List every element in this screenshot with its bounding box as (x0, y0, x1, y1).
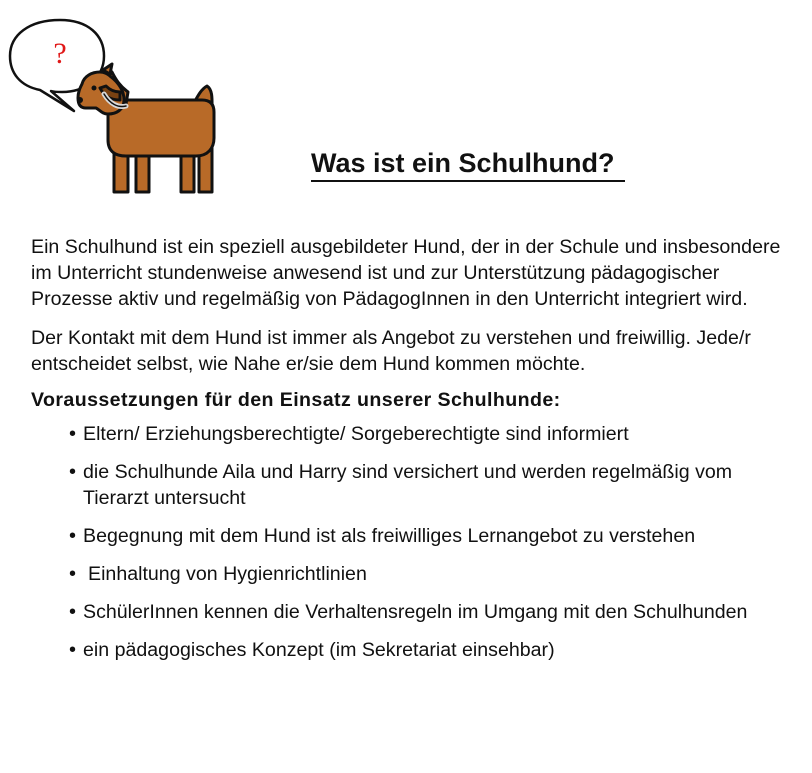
bullet-icon: • (69, 601, 77, 623)
intro-paragraph: Ein Schulhund ist ein speziell ausgebildeter Hund, der in der Schule und insbesondere im Unterricht stundenweise anwesend ist und zur Unterstützung pädagogischer Prozesse aktiv und regelmäßig von PädagogInnen in den Unterricht integriert wird. (31, 236, 781, 310)
list-item-text: Eltern/ Erziehungsberechtigte/ Sorgeberechtigte sind informiert (83, 423, 629, 445)
list-item-text: SchülerInnen kennen die Verhaltensregeln im Umgang mit den Schulhunden (83, 601, 748, 623)
bullet-icon: • (69, 525, 77, 547)
list-item (69, 523, 791, 549)
requirements-heading: Voraussetzungen für den Einsatz unserer Schulhunde: (31, 389, 561, 411)
dog-icon (77, 64, 214, 192)
bullet-icon: • (69, 639, 77, 661)
list-item-text: die Schulhunde Aila und Harry sind versichert und werden regelmäßig vom Tierarzt untersucht (83, 461, 733, 509)
page-title: Was ist ein Schulhund? (311, 146, 625, 182)
contact-paragraph: Der Kontakt mit dem Hund ist immer als Angebot zu verstehen und freiwillig. Jede/r entscheidet selbst, wie Nahe er/sie dem Hund kommen möchte. (31, 327, 751, 375)
dog-illustration (0, 0, 240, 205)
list-item (69, 599, 791, 625)
list-item (69, 421, 791, 447)
list-item-text: Einhaltung von Hygienrichtlinien (88, 563, 367, 585)
question-mark-icon: ? (53, 37, 67, 70)
list-item-text: ein pädagogisches Konzept (im Sekretariat einsehbar) (83, 639, 555, 661)
bullet-icon: • (69, 423, 77, 445)
list-item (69, 459, 791, 511)
bullet-icon: • (69, 461, 77, 483)
list-item (69, 561, 791, 587)
document-body (31, 234, 791, 675)
requirements-list (31, 421, 791, 663)
bullet-icon: • (69, 563, 77, 585)
list-item (69, 637, 791, 663)
list-item-text: Begegnung mit dem Hund ist als freiwilliges Lernangebot zu verstehen (83, 525, 696, 547)
